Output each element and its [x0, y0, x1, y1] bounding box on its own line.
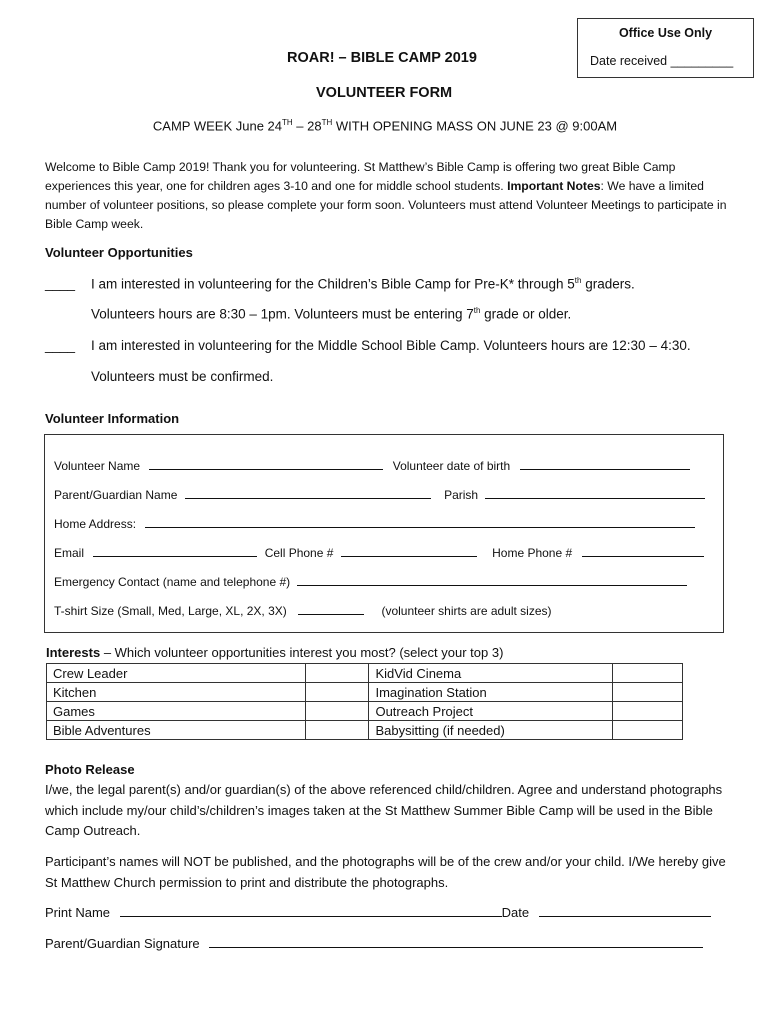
- date-field[interactable]: [539, 904, 711, 917]
- tshirt-size-label: T-shirt Size (Small, Med, Large, XL, 2X, 3X): [54, 604, 287, 618]
- interest-games: Games: [47, 702, 306, 721]
- interest-crew-leader-select[interactable]: [305, 664, 369, 683]
- interest-bible-adventures: Bible Adventures: [47, 721, 306, 740]
- parish-label: Parish: [444, 488, 479, 502]
- table-row: [47, 702, 683, 721]
- volunteer-info-box: [44, 434, 724, 633]
- photo-consent-paragraph: Participant’s names will NOT be published, and the photographs will be of the crew and/or your child. I/We hereby give St Matthew Church permission to print and distribute the photographs.: [45, 854, 726, 890]
- opt2-label: I am interested in volunteering for the Middle School Bible Camp. Volunteers hours are 12:30 – 4:30.: [91, 338, 691, 353]
- volunteer-name-label: Volunteer Name: [54, 459, 141, 473]
- emergency-contact-field[interactable]: [297, 573, 687, 586]
- info-heading: Volunteer Information: [45, 411, 180, 426]
- tshirt-note: (volunteer shirts are adult sizes): [381, 604, 552, 618]
- emergency-contact-label: Emergency Contact (name and telephone #): [54, 575, 291, 589]
- interest-crew-leader: Crew Leader: [47, 664, 306, 683]
- parent-name-label: Parent/Guardian Name: [54, 488, 178, 502]
- interests-heading: Interests – Which volunteer opportunities interest you most? (select your top 3): [46, 645, 504, 660]
- cell-phone-field[interactable]: [341, 544, 477, 557]
- interest-outreach-project-select[interactable]: [613, 702, 683, 721]
- opportunities-heading: Volunteer Opportunities: [45, 245, 193, 260]
- interest-kidvid-cinema-select[interactable]: [613, 664, 683, 683]
- opt2-note: Volunteers must be confirmed.: [91, 369, 274, 384]
- camp-week-line: CAMP WEEK June 24TH – 28TH WITH OPENING MASS ON JUNE 23 @ 9:00AM: [152, 118, 618, 134]
- interest-imagination-station: Imagination Station: [369, 683, 613, 702]
- dob-label: Volunteer date of birth: [392, 459, 511, 473]
- opt1-checkbox-blank[interactable]: ____: [45, 276, 76, 291]
- table-row: [47, 721, 683, 740]
- volunteer-name-field[interactable]: [149, 457, 383, 470]
- photo-release-paragraph: I/we, the legal parent(s) and/or guardian(s) of the above referenced child/children. Agree and understand photographs which include my/our child’s/children’s images taken at the St Matthew Summer Bible Camp will be used in the Bible Camp Outreach.: [45, 782, 723, 838]
- print-name-field[interactable]: [120, 904, 502, 917]
- signature-label: Parent/Guardian Signature: [45, 936, 200, 951]
- interest-imagination-station-select[interactable]: [613, 683, 683, 702]
- interest-babysitting-select[interactable]: [613, 721, 683, 740]
- table-row: [47, 664, 683, 683]
- parent-name-field[interactable]: [185, 486, 431, 499]
- opt1-note: Volunteers hours are 8:30 – 1pm. Volunteers must be entering 7th grade or older.: [91, 306, 572, 322]
- interest-games-select[interactable]: [305, 702, 369, 721]
- interest-kitchen: Kitchen: [47, 683, 306, 702]
- office-use-box: [577, 18, 754, 78]
- home-address-label: Home Address:: [54, 517, 137, 531]
- interest-bible-adventures-select[interactable]: [305, 721, 369, 740]
- intro-paragraph: Welcome to Bible Camp 2019! Thank you for volunteering. St Matthew’s Bible Camp is offering two great Bible Camp experiences this year, one for children ages 3-10 and one for middle school students. Important Notes: We have a limited number of volunteer positions, so please complete your form soon. Volunteers must attend Volunteer Meetings to participate in Bible Camp week.: [45, 160, 727, 231]
- home-address-field[interactable]: [145, 515, 695, 528]
- interest-outreach-project: Outreach Project: [369, 702, 613, 721]
- interests-table: [46, 663, 683, 740]
- print-name-label: Print Name: [45, 905, 111, 920]
- home-phone-label: Home Phone #: [492, 546, 573, 560]
- email-label: Email: [54, 546, 85, 560]
- opt2-checkbox-blank[interactable]: ____: [45, 338, 76, 353]
- home-phone-field[interactable]: [582, 544, 704, 557]
- email-field[interactable]: [93, 544, 257, 557]
- parish-field[interactable]: [485, 486, 705, 499]
- office-use-title: Office Use Only: [618, 26, 713, 40]
- interest-kidvid-cinema: KidVid Cinema: [369, 664, 613, 683]
- form-title: ROAR! – BIBLE CAMP 2019: [287, 50, 477, 66]
- cell-phone-label: Cell Phone #: [264, 546, 334, 560]
- opt1-label: I am interested in volunteering for the Children’s Bible Camp for Pre-K* through 5th graders.: [91, 276, 635, 292]
- photo-release-heading: Photo Release: [45, 762, 135, 777]
- date-received-field[interactable]: Date received _________: [590, 54, 734, 68]
- form-subtitle: VOLUNTEER FORM: [316, 85, 453, 101]
- signature-field[interactable]: [209, 935, 703, 948]
- date-label: Date: [501, 905, 530, 920]
- table-row: [47, 683, 683, 702]
- dob-field[interactable]: [520, 457, 690, 470]
- signature-row: [45, 935, 703, 951]
- interest-kitchen-select[interactable]: [305, 683, 369, 702]
- tshirt-size-field[interactable]: [298, 602, 364, 615]
- interest-babysitting: Babysitting (if needed): [369, 721, 613, 740]
- print-name-row: [45, 904, 711, 920]
